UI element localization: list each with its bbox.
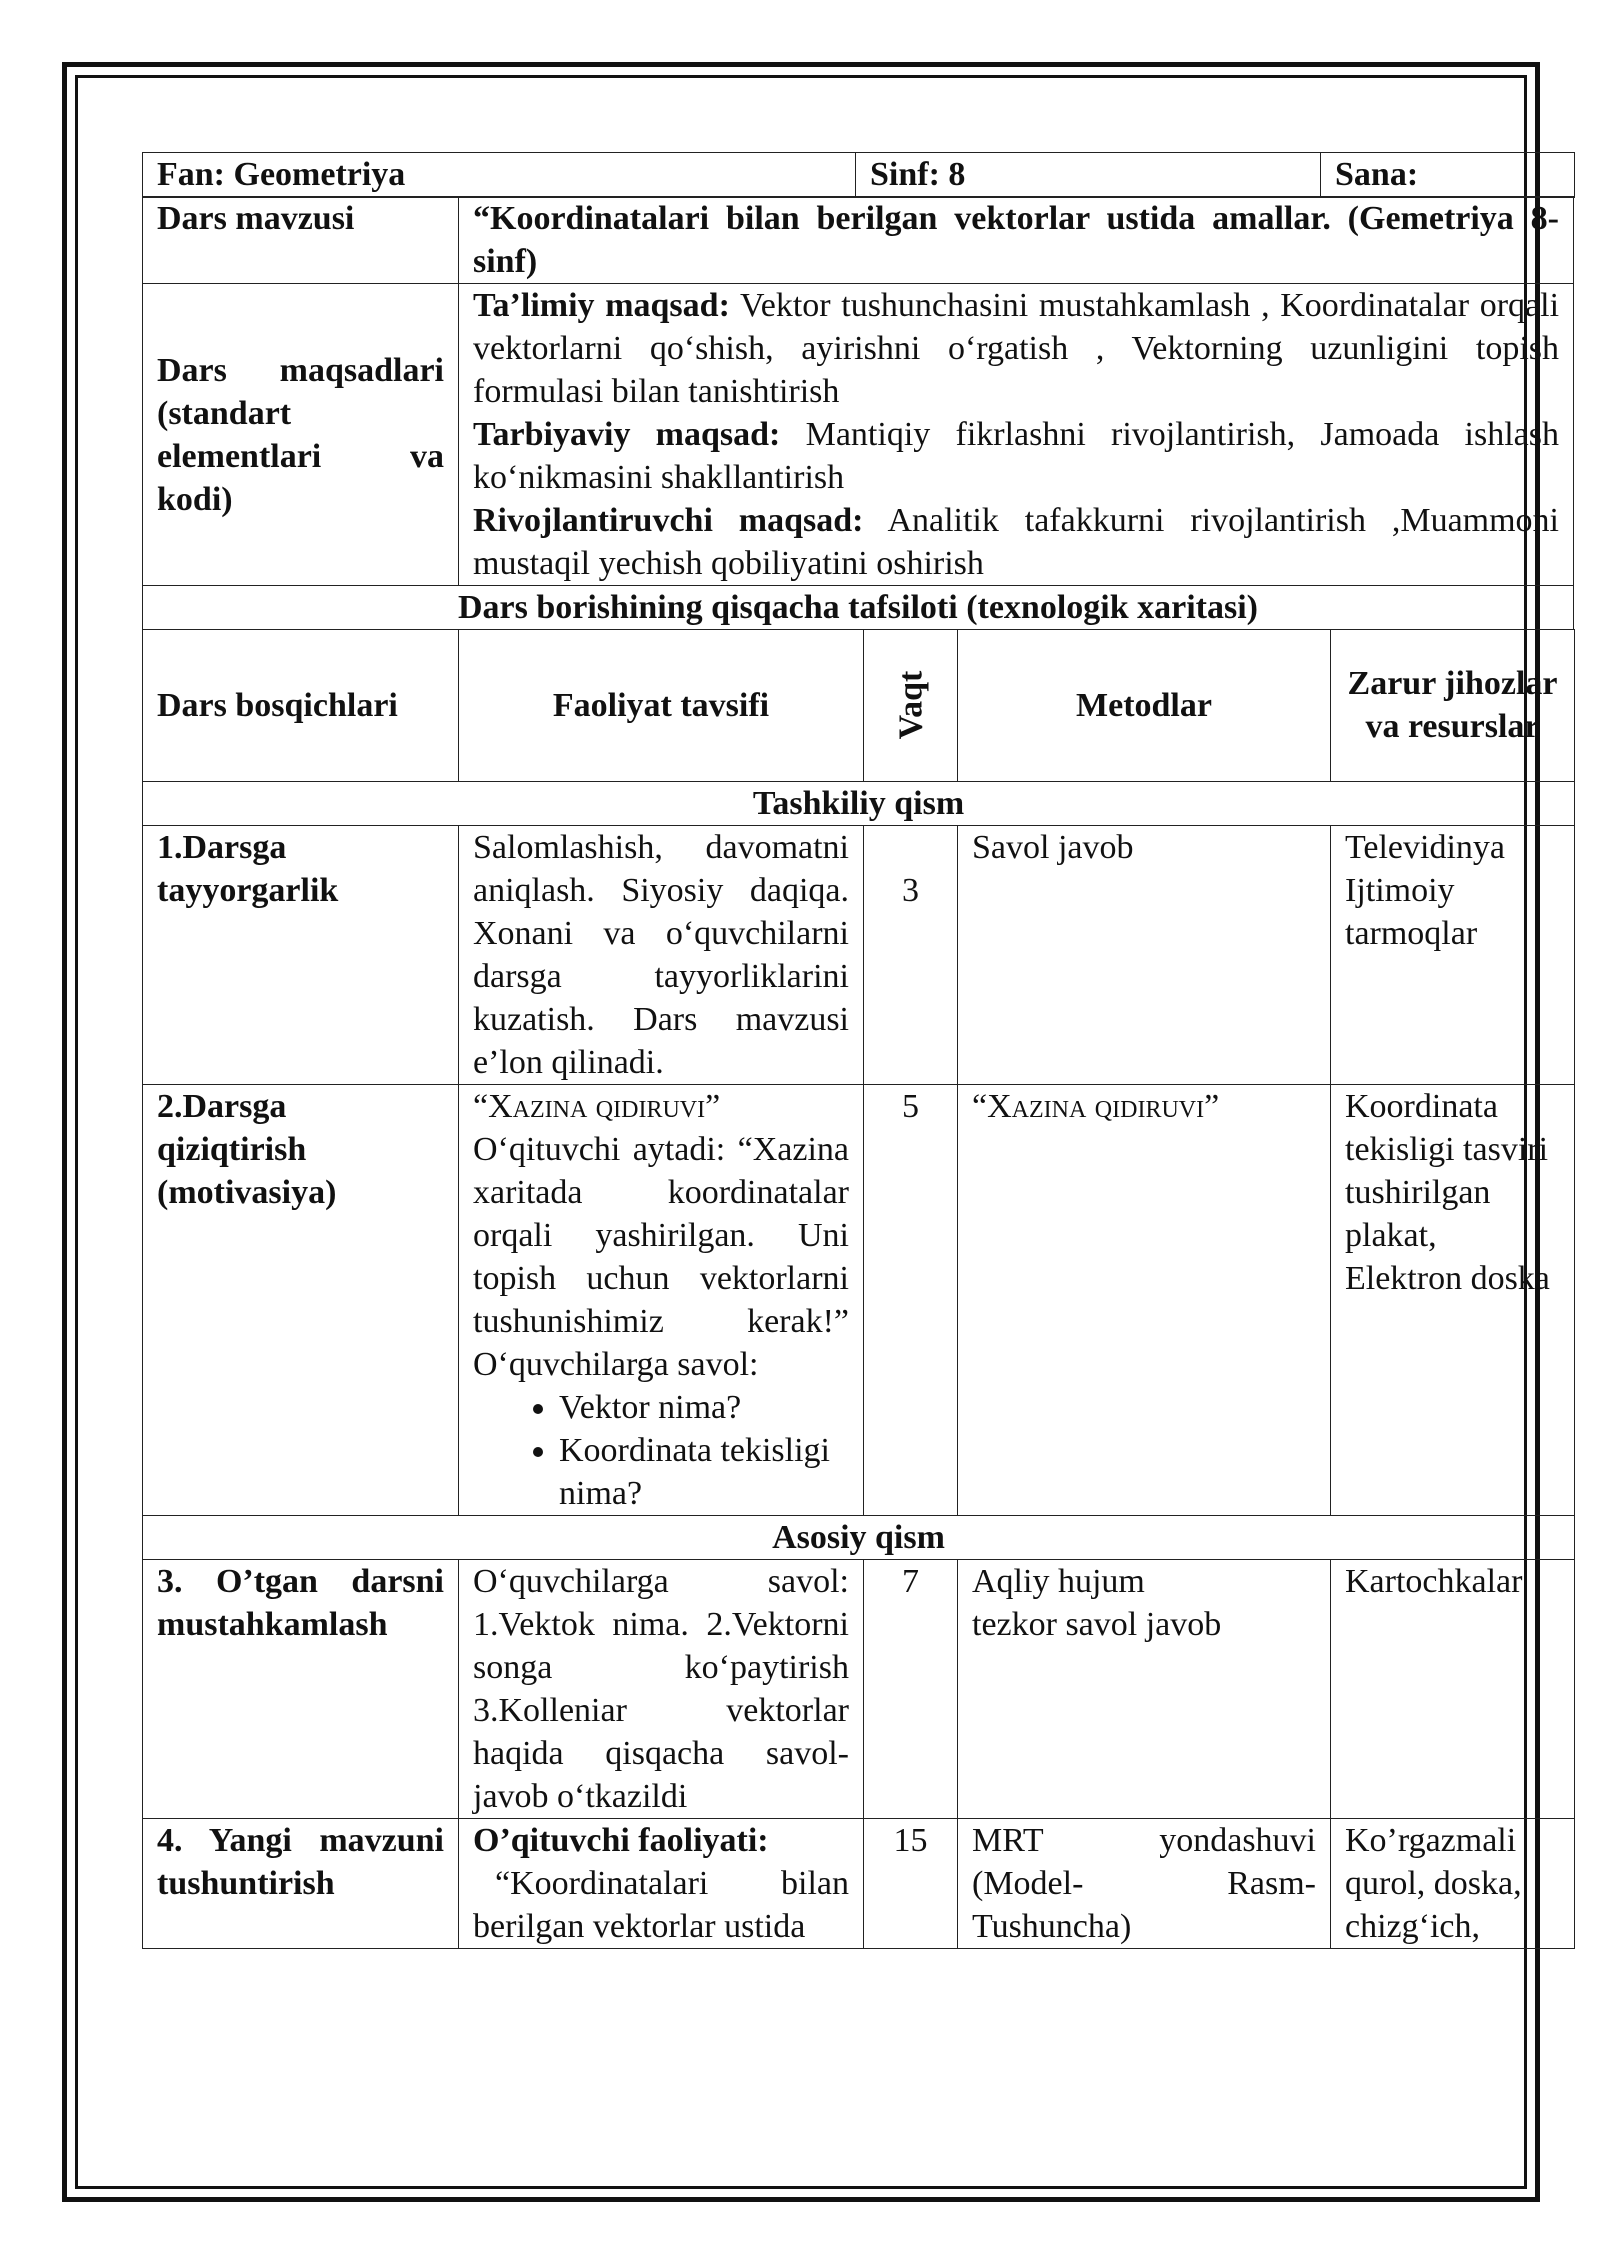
table-row [143, 825, 1575, 1084]
stage-cell: 1.Darsga tayyorgarlik [143, 825, 459, 1084]
stage-cell: 3. O’tgan darsni mustahkamlash [143, 1559, 459, 1818]
list-item: • Koordinata tekisligi nima? [559, 1429, 849, 1515]
activity-title: O’qituvchi faoliyati: [473, 1821, 769, 1859]
stage-cell: 4. Yangi mavzuni tushuntirish [143, 1818, 459, 1948]
developmental-goal-label: Rivojlantiruvchi maqsad: [473, 502, 864, 540]
tech-map-table [142, 629, 1575, 1949]
col-header-resources: Zarur jihozlar va resurslar [1331, 629, 1575, 781]
goals-label: Dars maqsadlari (standart elementlari va kodi) [143, 284, 459, 586]
col-header-stages: Dars bosqichlari [143, 629, 459, 781]
developmental-goal-text: Analitik tafakkurni rivojlantirish ,Muammoni mustaqil yechish qobiliyatini oshirish [473, 502, 1559, 583]
method-line: Aqliy hujum [972, 1562, 1145, 1600]
table-row [143, 1559, 1575, 1818]
activity-cell [459, 1084, 864, 1515]
part-title-organizational: Tashkiliy qism [143, 781, 1575, 825]
method-cell: MRT yondashuvi (Model- Rasm- Tushuncha) [958, 1818, 1331, 1948]
list-item: • Vektor nima? [559, 1386, 849, 1429]
col-header-time [864, 629, 958, 781]
activity-cell [459, 1818, 864, 1948]
time-cell: 7 [864, 1559, 958, 1818]
resources-cell: Kartochkalar [1331, 1559, 1575, 1818]
table-row [143, 1084, 1575, 1515]
method-line: tezkor savol javob [972, 1605, 1222, 1643]
upbringing-goal-text: Mantiqiy fikrlashni rivojlantirish, Jamoada ishlash ko‘nikmasini shakllantirish [473, 416, 1560, 497]
question-list [473, 1386, 849, 1515]
goals-cell [459, 284, 1574, 586]
grade-label: Sinf: 8 [870, 156, 966, 193]
col-header-time-label: Vaqt [892, 670, 929, 740]
lesson-topic-table [142, 196, 1574, 630]
method-cell: Savol javob [958, 825, 1331, 1084]
educational-goal-text: Vektor tushunchasini mustahkamlash , Koordinatalar orqali vektorlarni qo‘shish, ayirishni o‘rgatish , Vektorning uzunligini topish formulasi bilan tanishtirish [473, 287, 1560, 411]
part-title-main: Asosiy qism [143, 1515, 1575, 1559]
educational-goal-label: Ta’limiy maqsad: [473, 287, 730, 325]
time-cell: 3 [864, 825, 958, 1084]
activity-cell: Salomlashish, davomatni aniqlash. Siyosiy daqiqa. Xonani va o‘quvchilarni darsga tayyorliklarini kuzatish. Dars mavzusi e’lon qilinadi. [459, 825, 864, 1084]
method-cell: “Xazina qidiruvi” [958, 1084, 1331, 1515]
table-row [143, 1818, 1575, 1948]
activity-title: “Xazina qidiruvi” [473, 1087, 721, 1125]
col-header-activity: Faoliyat tavsifi [459, 629, 864, 781]
activity-text: O‘qituvchi aytadi: “Xazina xaritada koordinatalar orqali yashirilgan. Uni topish uchun vektorlarni tushunishimiz kerak!” O‘quvchilarga savol: [473, 1130, 849, 1383]
topic-label: Dars mavzusi [143, 197, 459, 284]
method-cell [958, 1559, 1331, 1818]
upbringing-goal-label: Tarbiyaviy maqsad: [473, 416, 781, 454]
resources-cell: Ko’rgazmali qurol, doska, chizg‘ich, [1331, 1818, 1575, 1948]
date-cell: Sana: [1321, 153, 1575, 198]
grade-cell [856, 153, 1321, 198]
resources-cell: Televidinya Ijtimoiy tarmoqlar [1331, 825, 1575, 1084]
resources-cell: Koordinata tekisligi tasviri tushirilgan plakat, Elektron doska [1331, 1084, 1575, 1515]
stage-cell: 2.Darsga qiziqtirish (motivasiya) [143, 1084, 459, 1515]
section-title: Dars borishining qisqacha tafsiloti (texnologik xaritasi) [143, 586, 1574, 630]
time-cell: 15 [864, 1818, 958, 1948]
activity-cell: O‘quvchilarga savol: 1.Vektok nima. 2.Vektorni songa ko‘paytirish 3.Kolleniar vektorlar haqida qisqacha savol-javob o‘tkazildi [459, 1559, 864, 1818]
table-header-row [143, 629, 1575, 781]
subject-cell: Fan: Geometriya [143, 153, 856, 198]
lesson-plan-document [142, 152, 1574, 1949]
lesson-header-table [142, 152, 1575, 198]
activity-text: “Koordinatalari bilan berilgan vektorlar ustida [473, 1864, 849, 1945]
topic-text: “Koordinatalari bilan berilgan vektorlar ustida amallar. (Gemetriya 8-sinf) [459, 197, 1574, 284]
col-header-methods: Metodlar [958, 629, 1331, 781]
time-cell: 5 [864, 1084, 958, 1515]
